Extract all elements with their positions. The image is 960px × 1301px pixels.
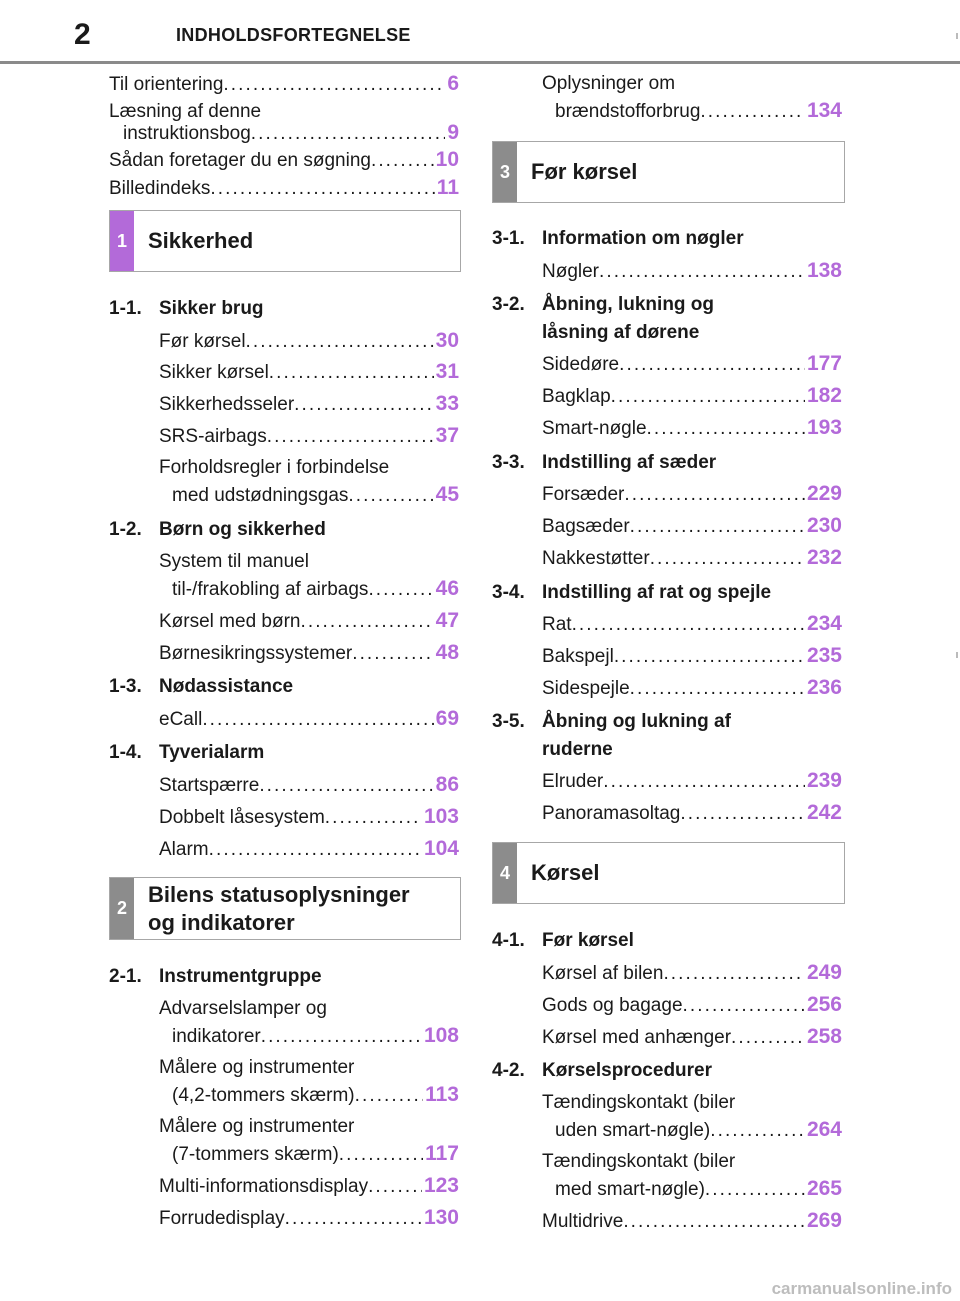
page-ref: 45 — [435, 483, 459, 506]
page-ref: 138 — [806, 259, 842, 282]
toc-entry-line: Advarselslamper og — [159, 998, 327, 1019]
page-ref: 130 — [423, 1206, 459, 1229]
toc-entry[interactable] — [123, 122, 459, 145]
page-ref: 30 — [435, 329, 459, 352]
toc-entry[interactable] — [542, 515, 842, 538]
toc-entry[interactable] — [172, 1084, 459, 1107]
page-ref: 104 — [423, 837, 459, 860]
toc-entry[interactable] — [159, 708, 459, 731]
page-ref: 232 — [806, 546, 842, 569]
chapter-header-3[interactable] — [492, 141, 845, 203]
toc-entry[interactable] — [172, 1143, 459, 1166]
dot-leader — [368, 579, 433, 601]
toc-entry[interactable] — [542, 483, 842, 506]
chapter-header-1[interactable] — [109, 210, 461, 272]
dot-leader — [294, 394, 433, 416]
entry-text: Nakkestøtter — [542, 548, 650, 569]
entry-text: Billedindeks — [109, 178, 211, 199]
toc-entry[interactable] — [159, 1207, 459, 1230]
section-heading-line: låsning af dørene — [542, 322, 700, 343]
entry-text: brændstofforbrug — [555, 101, 701, 122]
entry-text: Sidedøre — [542, 354, 620, 375]
toc-entry[interactable] — [555, 1178, 842, 1201]
entry-text: Bagklap — [542, 386, 611, 407]
toc-entry[interactable] — [542, 260, 842, 283]
page-title: INDHOLDSFORTEGNELSE — [176, 25, 411, 45]
toc-entry-line: Læsning af denne — [109, 101, 262, 122]
dot-leader — [630, 516, 805, 538]
page-ref: 134 — [806, 99, 842, 122]
entry-text: Bagsæder — [542, 516, 630, 537]
section-heading: 1-3. Nødassistance — [109, 676, 294, 697]
entry-text: Børnesikringssystemer — [159, 643, 353, 664]
margin-tick — [956, 33, 958, 39]
dot-leader — [246, 331, 434, 353]
dot-leader — [731, 1027, 805, 1049]
chapter-title: Kørsel — [531, 860, 600, 885]
chapter-header-2[interactable] — [109, 877, 461, 940]
dot-leader — [371, 150, 434, 172]
chapter-tab: 4 — [493, 843, 517, 903]
dot-leader — [261, 1026, 422, 1048]
entry-text: uden smart-nøgle) — [555, 1120, 711, 1141]
page-ref: 123 — [423, 1174, 459, 1197]
dot-leader — [630, 678, 805, 700]
dot-leader — [285, 1208, 422, 1230]
dot-leader — [623, 1211, 805, 1233]
toc-entry-line: Oplysninger om — [542, 73, 676, 94]
page-ref: 258 — [806, 1025, 842, 1048]
section-heading: 1-4. Tyverialarm — [109, 742, 265, 763]
page-ref: 256 — [806, 993, 842, 1016]
dot-leader — [267, 426, 434, 448]
entry-text: Forrudedisplay — [159, 1208, 285, 1229]
entry-text: Kørsel med anhænger — [542, 1027, 732, 1048]
page-ref: 86 — [435, 773, 459, 796]
dot-leader — [611, 386, 805, 408]
dot-leader — [614, 646, 805, 668]
toc-entry[interactable] — [542, 770, 842, 793]
page-ref: 265 — [806, 1177, 842, 1200]
entry-text: eCall — [159, 709, 203, 730]
section-heading: 4-1. Før kørsel — [492, 930, 634, 951]
chapter-header-4[interactable] — [492, 842, 845, 904]
toc-entry[interactable] — [542, 645, 842, 668]
dot-leader — [663, 963, 805, 985]
page-ref: 264 — [806, 1118, 842, 1141]
toc-entry-line: Målere og instrumenter — [159, 1116, 355, 1137]
entry-text: Alarm — [159, 839, 209, 860]
dot-leader — [352, 643, 433, 665]
page-ref: 234 — [806, 612, 842, 635]
entry-text: Elruder — [542, 771, 604, 792]
entry-text: med udstødningsgas — [172, 485, 349, 506]
page-ref: 177 — [806, 352, 842, 375]
entry-text: Sådan foretager du en søgning — [109, 150, 371, 171]
dot-leader — [368, 1176, 422, 1198]
page-ref: 6 — [447, 72, 459, 95]
entry-text: instruktionsbog — [123, 123, 251, 144]
entry-text: Sikkerhedsseler — [159, 394, 295, 415]
toc-entry[interactable] — [542, 417, 842, 440]
toc-entry[interactable] — [159, 610, 459, 633]
page-ref: 269 — [806, 1209, 842, 1232]
toc-entry[interactable] — [542, 613, 842, 636]
entry-text: Rat — [542, 614, 572, 635]
toc-entry[interactable] — [159, 425, 459, 448]
entry-text: Startspærre — [159, 775, 260, 796]
entry-text: SRS-airbags — [159, 426, 267, 447]
section-heading: 1-2. Børn og sikkerhed — [109, 519, 326, 540]
toc-entry[interactable] — [542, 962, 842, 985]
entry-text: indikatorer — [172, 1026, 261, 1047]
chapter-tab: 3 — [493, 142, 517, 202]
toc-entry-line: Forholdsregler i forbindelse — [159, 457, 390, 478]
entry-text: Sikker kørsel — [159, 362, 269, 383]
section-heading: 3-3. Indstilling af sæder — [492, 452, 717, 473]
page-ref: 10 — [435, 148, 459, 171]
page-ref: 31 — [435, 360, 459, 383]
dot-leader — [355, 1085, 423, 1107]
toc-entry[interactable] — [172, 578, 459, 601]
section-heading: 3-1. Information om nøgler — [492, 228, 744, 249]
entry-text: Gods og bagage — [542, 995, 683, 1016]
toc-entry[interactable] — [159, 838, 459, 861]
page-ref: 235 — [806, 644, 842, 667]
dot-leader — [210, 178, 434, 200]
dot-leader — [603, 771, 805, 793]
page-ref: 229 — [806, 482, 842, 505]
dot-leader — [683, 995, 805, 1017]
section-heading-line: ruderne — [542, 739, 613, 760]
toc-entry[interactable] — [172, 484, 459, 507]
page-ref: 113 — [425, 1083, 459, 1106]
dot-leader — [259, 775, 433, 797]
dot-leader — [325, 807, 422, 829]
chapter-title: Bilens statusoplysninger og indikatorer — [148, 881, 410, 935]
dot-leader — [251, 123, 446, 145]
entry-text: Dobbelt låsesystem — [159, 807, 325, 828]
page-ref: 47 — [435, 609, 459, 632]
toc-entry[interactable] — [109, 73, 459, 96]
entry-text: Kørsel af bilen — [542, 963, 664, 984]
dot-leader — [700, 101, 805, 123]
toc-entry[interactable] — [159, 393, 459, 416]
page-ref: 108 — [423, 1024, 459, 1047]
toc-entry[interactable] — [542, 677, 842, 700]
toc-entry[interactable] — [542, 385, 842, 408]
dot-leader — [348, 485, 433, 507]
entry-text: Smart-nøgle — [542, 418, 647, 439]
page-ref: 48 — [435, 641, 459, 664]
dot-leader — [572, 614, 805, 636]
page-ref: 242 — [806, 801, 842, 824]
toc-entry[interactable] — [159, 361, 459, 384]
page-ref: 69 — [435, 707, 459, 730]
dot-leader — [624, 484, 805, 506]
dot-leader — [710, 1120, 805, 1142]
entry-text: Til orientering — [109, 74, 224, 95]
chapter-title: Sikkerhed — [148, 228, 254, 253]
chapter-tab: 1 — [110, 211, 134, 271]
toc-entry[interactable] — [542, 994, 842, 1017]
entry-text: Kørsel med børn — [159, 611, 301, 632]
toc-entry[interactable] — [159, 642, 459, 665]
page-ref: 11 — [436, 176, 459, 199]
toc-entry-line: Tændingskontakt (biler — [542, 1092, 736, 1113]
entry-text: Forsæder — [542, 484, 625, 505]
toc-entry[interactable] — [172, 1025, 459, 1048]
section-heading: 4-2. Kørselsprocedurer — [492, 1060, 713, 1081]
page-ref: 236 — [806, 676, 842, 699]
dot-leader — [339, 1144, 423, 1166]
page-ref: 239 — [806, 769, 842, 792]
section-heading: 3-2. Åbning, lukning og — [492, 294, 715, 315]
page-ref: 182 — [806, 384, 842, 407]
toc-entry-line: Tændingskontakt (biler — [542, 1151, 736, 1172]
page-ref: 33 — [435, 392, 459, 415]
chapter-title: Før kørsel — [531, 159, 638, 184]
toc-entry[interactable] — [542, 547, 842, 570]
section-heading: 3-5. Åbning og lukning af — [492, 711, 731, 732]
entry-text: (7-tommers skærm) — [172, 1144, 339, 1165]
dot-leader — [599, 261, 805, 283]
entry-text: med smart-nøgle) — [555, 1179, 705, 1200]
dot-leader — [202, 709, 433, 731]
entry-text: Multi-informationsdisplay — [159, 1176, 369, 1197]
dot-leader — [300, 611, 433, 633]
toc-entry-line: System til manuel — [159, 551, 309, 572]
page-ref: 9 — [447, 121, 459, 144]
toc-entry[interactable] — [542, 802, 842, 825]
section-heading: 1-1. Sikker brug — [109, 298, 264, 319]
page-number: 2 — [74, 18, 91, 51]
entry-text: Panoramasoltag — [542, 803, 681, 824]
toc-column-left — [109, 0, 459, 1301]
dot-leader — [269, 362, 434, 384]
page-ref: 230 — [806, 514, 842, 537]
toc-entry[interactable] — [542, 1026, 842, 1049]
dot-leader — [209, 839, 422, 861]
dot-leader — [705, 1179, 805, 1201]
chapter-tab: 2 — [110, 878, 134, 939]
entry-text: til-/frakobling af airbags — [172, 579, 369, 600]
toc-entry[interactable] — [159, 330, 459, 353]
toc-entry[interactable] — [109, 177, 459, 200]
entry-text: Nøgler — [542, 261, 600, 282]
section-heading: 3-4. Indstilling af rat og spejle — [492, 582, 772, 603]
dot-leader — [223, 74, 445, 96]
section-heading: 2-1. Instrumentgruppe — [109, 966, 322, 987]
toc-entry[interactable] — [159, 806, 459, 829]
dot-leader — [619, 354, 805, 376]
toc-entry[interactable] — [555, 100, 842, 123]
page-ref: 117 — [425, 1142, 459, 1165]
toc-entry-line: Målere og instrumenter — [159, 1057, 355, 1078]
entry-text: Før kørsel — [159, 331, 246, 352]
toc-column-right — [492, 0, 842, 1301]
margin-tick — [956, 652, 958, 658]
page-ref: 249 — [806, 961, 842, 984]
toc-entry[interactable] — [159, 774, 459, 797]
page-ref: 46 — [435, 577, 459, 600]
toc-entry[interactable] — [542, 1210, 842, 1233]
entry-text: Sidespejle — [542, 678, 630, 699]
toc-entry[interactable] — [109, 149, 459, 172]
dot-leader — [650, 548, 805, 570]
entry-text: Multidrive — [542, 1211, 624, 1232]
watermark: carmanualsonline.info — [771, 1279, 952, 1298]
dot-leader — [647, 418, 805, 440]
entry-text: Bakspejl — [542, 646, 614, 667]
dot-leader — [680, 803, 805, 825]
page-ref: 193 — [806, 416, 842, 439]
page-ref: 37 — [435, 424, 459, 447]
toc-entry[interactable] — [542, 353, 842, 376]
entry-text: (4,2-tommers skærm) — [172, 1085, 355, 1106]
toc-entry[interactable] — [555, 1119, 842, 1142]
page-ref: 103 — [423, 805, 459, 828]
toc-entry[interactable] — [159, 1175, 459, 1198]
